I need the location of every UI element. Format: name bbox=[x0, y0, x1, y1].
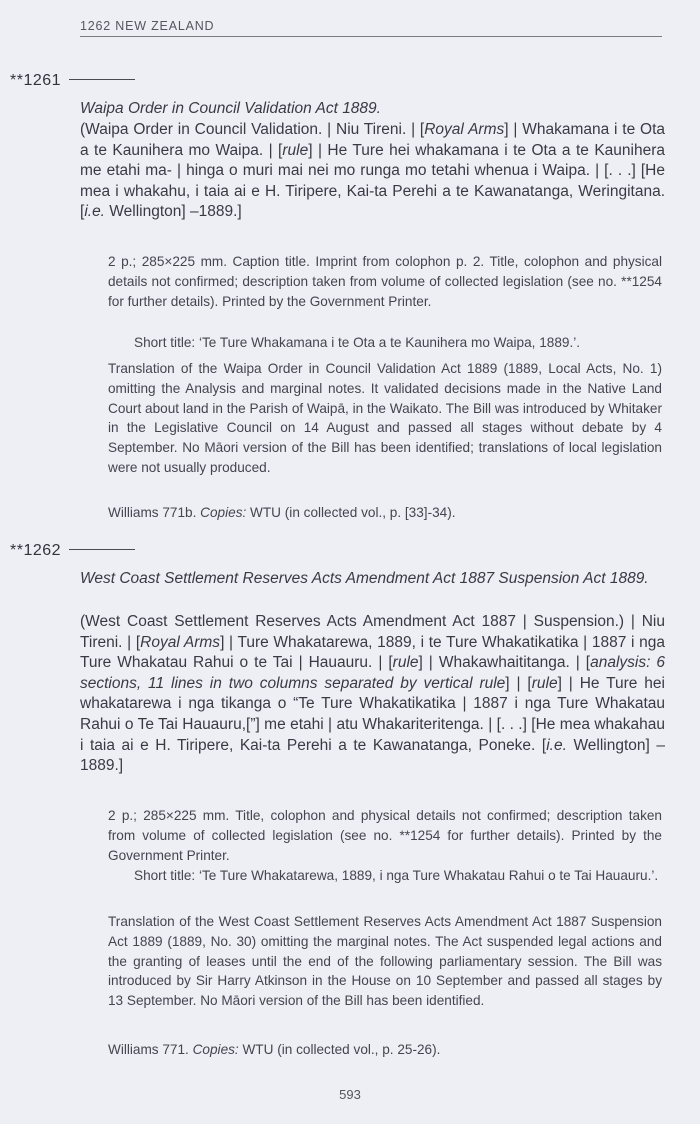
copies-line: Williams 771b. Copies: WTU (in collected vol., p. [33]-34). bbox=[108, 505, 456, 520]
entry-number-line bbox=[10, 72, 135, 90]
translation-note: Translation of the West Coast Settlement Reserves Acts Amendment Act 1887 Suspension Act 1889 (1889, No. 30) omitting the marginal notes. The Act suspended legal actions and the granting of leases until the end of the following parliamentary session. The Bill was introduced by Sir Harry Atkinson in the House on 10 September and passed all stages by 13 September. No Māori version of the Bill has been identified. bbox=[108, 914, 662, 1009]
physical-description: 2 p.; 285×225 mm. Title, colophon and physical details not confirmed; description taken from volume of collected legislation (see no. **1254 for further details). Printed by the Government Printer. bbox=[108, 808, 662, 863]
short-title: Short title: ‘Te Ture Whakatarewa, 1889, i nga Ture Whakatau Rahui o te Tai Hauauru.’. bbox=[134, 868, 659, 883]
entry-title: West Coast Settlement Reserves Acts Amendment Act 1887 Suspension Act 1889. bbox=[80, 570, 649, 587]
entry-rule bbox=[69, 79, 135, 80]
page-number: 593 bbox=[339, 1087, 361, 1102]
physical-description: 2 p.; 285×225 mm. Caption title. Imprint from colophon p. 2. Title, colophon and physical details not confirmed; description taken from volume of collected legislation (see no. **1254 for further details). Printed by the Government Printer. bbox=[108, 254, 662, 309]
entry-number-line bbox=[10, 542, 135, 560]
entry-rule bbox=[69, 549, 135, 550]
translation-note: Translation of the Waipa Order in Council Validation Act 1889 (1889, Local Acts, No. 1) omitting the Analysis and marginal notes. It validated decisions made in the Native Land Court about land in the Parish of Waipā, in the Waikato. The Bill was introduced by Whitaker in the Legislative Council on 14 August and passed all stages without debate by 4 September. No Māori version of the Bill has been identified; translations of local legislation were not usually produced. bbox=[108, 361, 662, 475]
copies-line: Williams 771. Copies: WTU (in collected vol., p. 25-26). bbox=[108, 1042, 441, 1057]
title-page-transcription: (West Coast Settlement Reserves Acts Amendment Act 1887 | Suspension.) | Niu Tireni. | [Royal Arms] | Ture Whakatarewa, 1889, i te Ture Whakatikatika | 1887 i nga Ture Whakatau Rahui o te Tai | Hauauru. | [rule] | Whakawhaititanga. | [analysis: 6 sections, 11 lines in two columns separated by vertical rule] | [rule] | He Ture hei whakatarewa i nga tikanga o “Te Ture Whakatikatika | 1887 i nga Ture Whakatau Rahui o Te Tai Hauauru,[”] me etahi | atu Whakariteritenga. | [. . .] [He mea whakahau i taia ai e H. Tiripere, Kai-ta Perehi a te Kawanatanga, Poneke. [i.e. Wellington] –1889.] bbox=[80, 613, 666, 775]
short-title: Short title: ‘Te Ture Whakamana i te Ota a te Kaunihera mo Waipa, 1889.’. bbox=[134, 335, 581, 350]
title-page-transcription: (Waipa Order in Council Validation. | Niu Tireni. | [Royal Arms] | Whakamana i te Ota a te Kaunihera mo Waipa. | [rule] | He Ture hei whakamana i te Ota a te Kaunihera me etahi ma- | hinga o muri mai nei mo runga mo tetahi whenua i Waipa. | [. . .] [He mea i whakahu, i taia ai e H. Tiripere, Kai-ta Perehi a te Kawanatanga, Weringitana. [i.e. Wellington] –1889.] bbox=[80, 121, 665, 221]
running-head: 1262 NEW ZEALAND bbox=[80, 19, 662, 37]
entry-number: **1261 bbox=[10, 72, 62, 89]
entry-title: Waipa Order in Council Validation Act 1889. bbox=[80, 100, 381, 117]
entry-number: **1262 bbox=[10, 542, 62, 559]
